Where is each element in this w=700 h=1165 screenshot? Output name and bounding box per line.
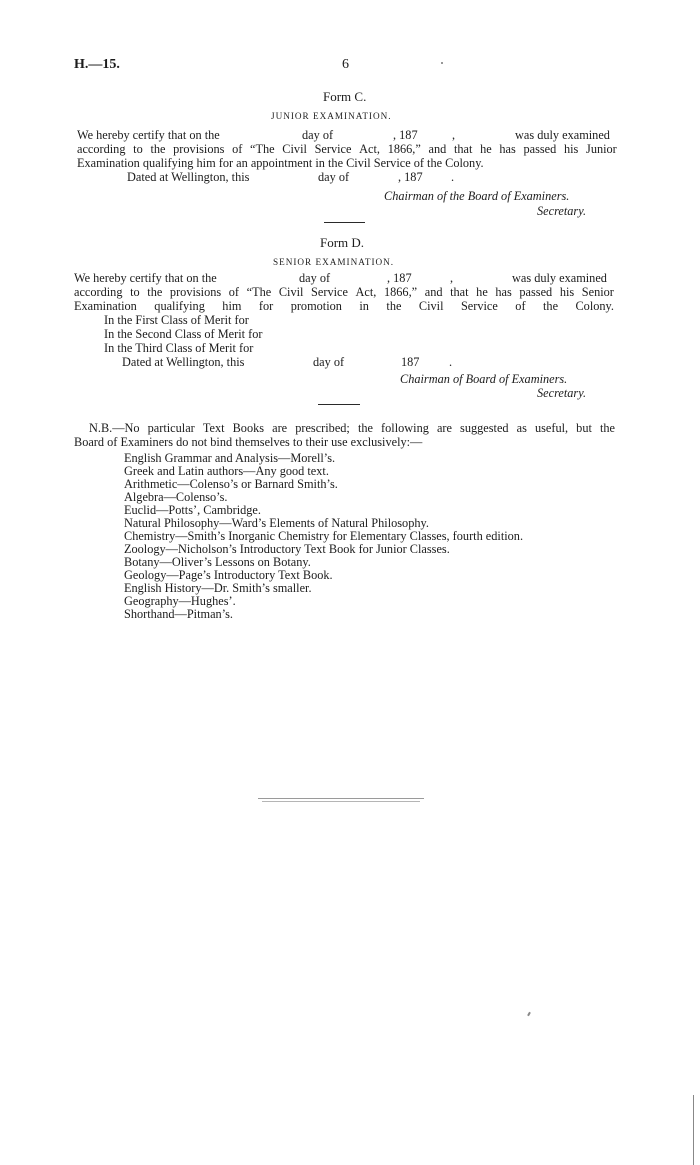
- word: 1866,”: [387, 142, 421, 156]
- word: has: [495, 285, 512, 299]
- form-c-chairman: Chairman of the Board of Examiners.: [384, 189, 570, 203]
- book-list-item: Shorthand—Pitman’s.: [124, 607, 233, 621]
- word: him: [222, 299, 242, 313]
- word: he: [480, 142, 492, 156]
- word: the: [543, 299, 559, 313]
- scan-speck: [527, 1012, 531, 1016]
- form-d-cert-line1-part2: day of: [299, 271, 331, 285]
- word: of: [515, 299, 526, 313]
- word: provisions: [173, 142, 225, 156]
- form-d-dated-part1: Dated at Wellington, this: [122, 355, 245, 369]
- word: are: [436, 421, 452, 435]
- word: Service: [314, 142, 352, 156]
- word: Civil: [418, 299, 444, 313]
- word: according: [77, 142, 126, 156]
- word: for: [258, 299, 274, 313]
- form-c-cert-line2: [77, 143, 617, 156]
- word: of: [228, 285, 240, 299]
- form-c-cert-line1-part2: day of: [302, 128, 334, 142]
- word: Junior: [586, 142, 617, 156]
- word: N.B.—No: [89, 421, 140, 435]
- word: the: [599, 421, 615, 435]
- word: provisions: [169, 285, 222, 299]
- book-list-item: Zoology—Nicholson’s Introductory Text Book for Junior Classes.: [124, 542, 450, 556]
- word: the: [357, 421, 373, 435]
- form-d-class-first: In the First Class of Merit for: [104, 313, 249, 327]
- word: and: [428, 142, 447, 156]
- form-c-title: Form C.: [323, 89, 367, 104]
- word: the: [147, 285, 163, 299]
- word: Examination: [74, 299, 137, 313]
- book-list-item: English Grammar and Analysis—Morell’s.: [124, 451, 336, 465]
- word: particular: [147, 421, 195, 435]
- document-reference: H.—15.: [74, 57, 120, 72]
- word: suggested: [460, 421, 509, 435]
- word: he: [476, 285, 488, 299]
- word: that: [450, 285, 469, 299]
- form-d-cert-line3: [74, 300, 614, 313]
- word: of: [232, 142, 243, 156]
- form-d-subtitle: SENIOR EXAMINATION.: [273, 257, 395, 267]
- word: Colony.: [575, 299, 614, 313]
- word: Service: [311, 285, 348, 299]
- book-list-item: Botany—Oliver’s Lessons on Botany.: [124, 555, 311, 569]
- word: the: [386, 299, 402, 313]
- word: are: [272, 421, 288, 435]
- form-c-cert-line1-part1: We hereby certify that on the: [77, 128, 220, 142]
- page-number: 6: [342, 57, 349, 72]
- word: Civil: [278, 285, 304, 299]
- word: Books: [232, 421, 265, 435]
- form-d-cert-line2: [74, 286, 614, 299]
- form-c-dated-part4: .: [451, 170, 455, 184]
- scan-speck: [441, 62, 443, 64]
- word: Service: [460, 299, 498, 313]
- scan-edge-mark: [693, 1095, 694, 1165]
- form-d-dated-part2: day of: [313, 355, 345, 369]
- word: “The: [250, 142, 275, 156]
- form-d-secretary: Secretary.: [537, 386, 587, 400]
- word: the: [150, 142, 166, 156]
- word: following: [381, 421, 429, 435]
- word: and: [424, 285, 443, 299]
- form-d-cert-line1-part5: was duly examined: [512, 271, 607, 285]
- word: but: [576, 421, 592, 435]
- book-list-item: Greek and Latin authors—Any good text.: [124, 464, 329, 478]
- word: Senior: [581, 285, 614, 299]
- word: passed: [523, 142, 557, 156]
- word: Civil: [282, 142, 307, 156]
- note-line1: [89, 422, 615, 435]
- end-rule-top: [258, 798, 424, 799]
- form-c-cert-line1-part3: , 187: [393, 128, 418, 142]
- word: “The: [246, 285, 272, 299]
- form-d-dated-part4: .: [449, 355, 453, 369]
- word: that: [453, 142, 473, 156]
- word: as: [516, 421, 527, 435]
- section-divider: [318, 404, 360, 405]
- word: Act,: [355, 285, 377, 299]
- form-c-dated-part3: , 187: [398, 170, 423, 184]
- section-divider: [324, 222, 365, 223]
- form-c-dated-part2: day of: [318, 170, 350, 184]
- word: to: [133, 142, 143, 156]
- form-d-dated-part3: 187: [401, 355, 420, 369]
- word: according: [74, 285, 123, 299]
- form-c-secretary: Secretary.: [537, 204, 587, 218]
- form-c-subtitle: JUNIOR EXAMINATION.: [271, 111, 392, 121]
- form-d-cert-line1-part3: , 187: [387, 271, 412, 285]
- word: prescribed;: [295, 421, 350, 435]
- book-list-item: English History—Dr. Smith’s smaller.: [124, 581, 312, 595]
- word: passed: [519, 285, 553, 299]
- form-d-cert-line1-part4: ,: [450, 271, 454, 285]
- word: qualifying: [154, 299, 205, 313]
- word: useful,: [534, 421, 569, 435]
- form-c-cert-line1-part5: was duly examined: [515, 128, 610, 142]
- book-list-item: Algebra—Colenso’s.: [124, 490, 228, 504]
- word: Act,: [359, 142, 380, 156]
- form-d-class-second: In the Second Class of Merit for: [104, 327, 263, 341]
- book-list-item: Arithmetic—Colenso’s or Barnard Smith’s.: [124, 477, 338, 491]
- word: his: [559, 285, 575, 299]
- book-list-item: Natural Philosophy—Ward’s Elements of Natural Philosophy.: [124, 516, 429, 530]
- book-list-item: Geography—Hughes’.: [124, 594, 236, 608]
- word: 1866,”: [383, 285, 418, 299]
- book-list-item: Chemistry—Smith’s Inorganic Chemistry for Elementary Classes, fourth edition.: [124, 529, 524, 543]
- word: promotion: [290, 299, 342, 313]
- form-d-cert-line1-part1: We hereby certify that on the: [74, 271, 217, 285]
- word: has: [499, 142, 516, 156]
- form-d-title: Form D.: [320, 235, 365, 250]
- end-rule-bottom: [262, 801, 420, 802]
- form-c-cert-line1-part4: ,: [452, 128, 456, 142]
- word: in: [359, 299, 369, 313]
- form-d-chairman: Chairman of Board of Examiners.: [400, 372, 568, 386]
- word: Text: [202, 421, 225, 435]
- book-list-item: Euclid—Potts’, Cambridge.: [124, 503, 261, 517]
- form-d-class-third: In the Third Class of Merit for: [104, 341, 254, 355]
- word: his: [563, 142, 579, 156]
- note-line2: Board of Examiners do not bind themselves to their use exclusively:—: [74, 435, 423, 449]
- form-c-cert-line3: Examination qualifying him for an appointment in the Civil Service of the Colony.: [77, 156, 484, 170]
- form-c-dated-part1: Dated at Wellington, this: [127, 170, 250, 184]
- word: to: [130, 285, 140, 299]
- book-list-item: Geology—Page’s Introductory Text Book.: [124, 568, 333, 582]
